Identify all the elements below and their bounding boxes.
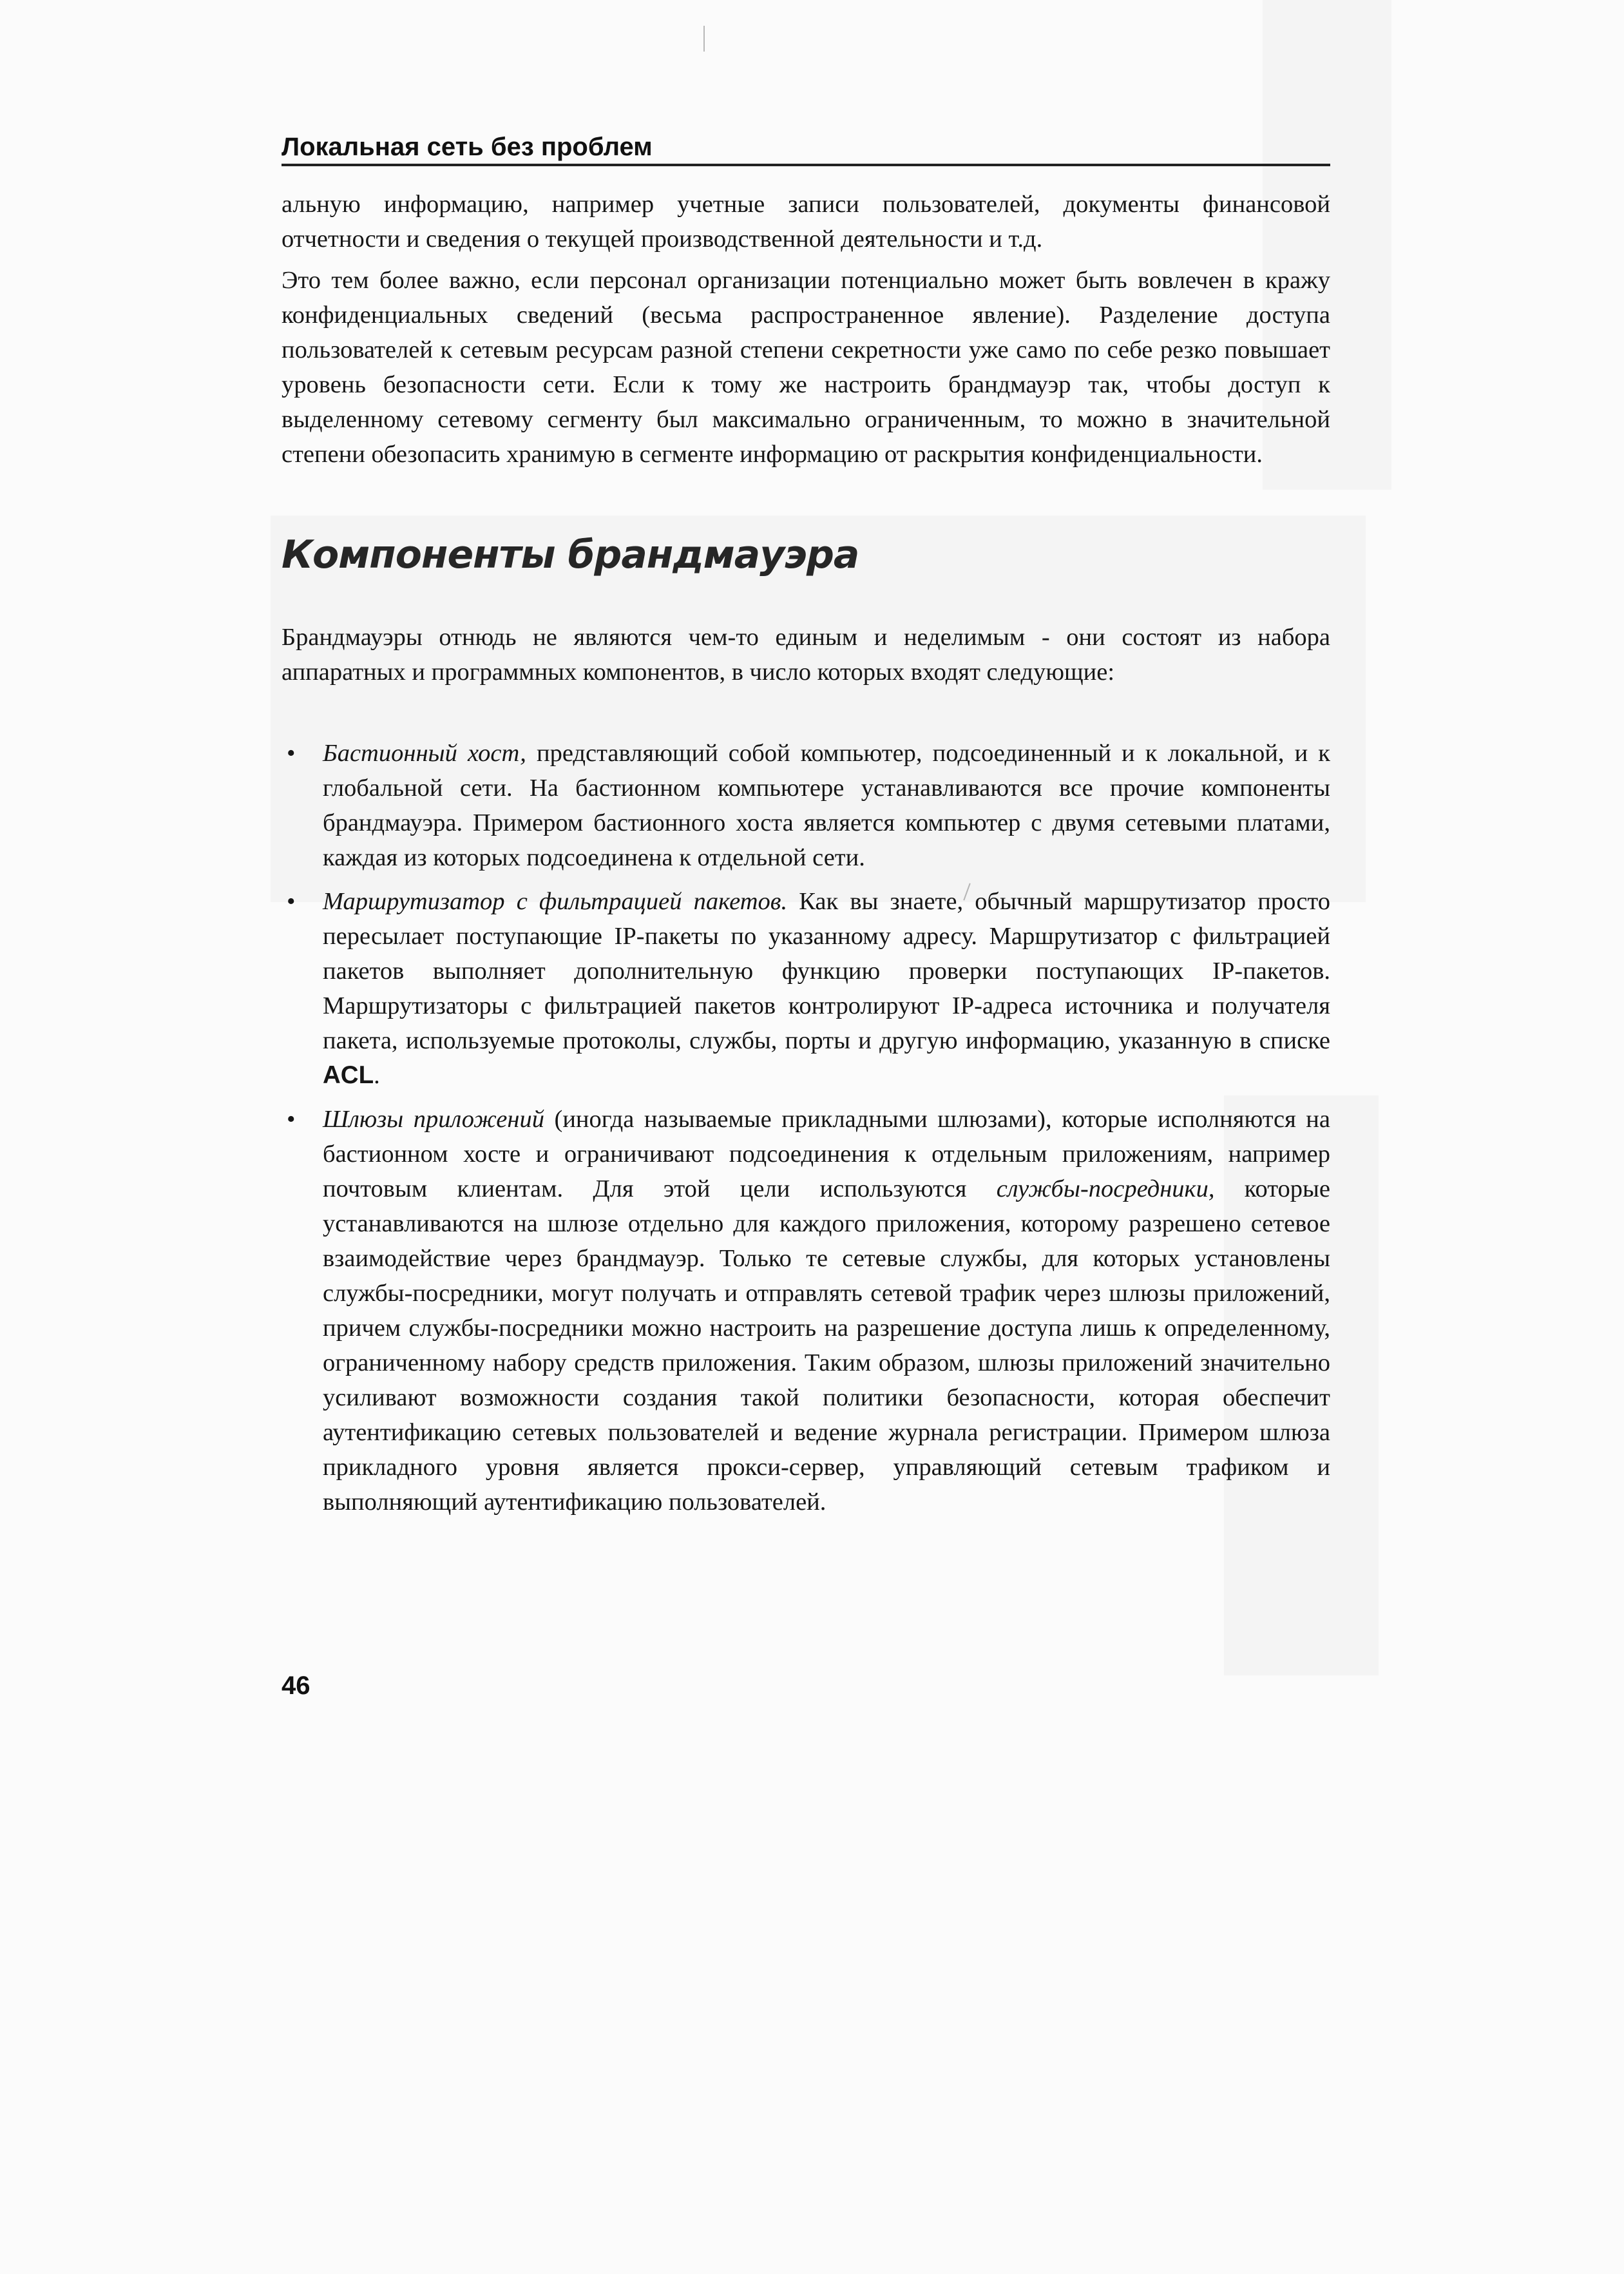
list-item-text-continued: которые устанавливаются на шлюзе отдельно для каждого приложения, которому разрешено сетевое взаимодействие через брандмауэр. Только те сетевые службы, для которых установлены службы-посредники, могут получать и отправлять сетевой трафик через шлюзы приложений, причем службы-посредники можно настроить на разрешение доступа лишь к определенному, ограниченному набору средств приложения. Таким образом, шлюзы приложений значительно усиливают возможности создания такой политики безопасности, которая обеспечит аутентификацию сетевых пользователей и ведение журнала регистрации. Примером шлюза прикладного уровня является прокси-сервер, управляющий сетевым трафиком и выполняющий аутентификацию пользователей. bbox=[323, 1175, 1331, 1516]
section-intro: Брандмауэры отнюдь не являются чем-то единым и неделимым - они состоят из набора аппаратных и программных компонентов, в число которых входят следующие: bbox=[282, 624, 1330, 686]
paragraph-2: Это тем более важно, если персонал организации потенциально может быть вовлечен в кражу конфиденциальных сведений (весьма распространенное явление). Разделение доступа пользователей к сетевым ресурсам разной степени секретности уже само по себе резко повышает уровень безопасности сети. Если к тому же настроить брандмауэр так, чтобы доступ к выделенному сетевому сегменту был максимально ограниченным, то можно в значительной степени обезопасить хранимую в сегменте информацию от раскрытия конфиденциальности. bbox=[282, 267, 1330, 468]
acl-label: ACL bbox=[323, 1061, 374, 1089]
list-item-text: Как вы знаете, обычный маршрутизатор просто пересылает поступающие IP-пакеты по указанному адресу. Маршрутизатор с фильтрацией пакетов выполняет дополнительную функцию проверки поступающих IP-пакетов. Маршрутизаторы с фильтрацией пакетов контролируют IP-адреса источника и получателя пакета, используемые протоколы, службы, порты и другую информацию, указанную в списке bbox=[323, 888, 1330, 1054]
list-item-text: представляющий собой компьютер, подсоединенный и к локальной, и к глобальной сети. На бастионном компьютере устанавливаются все прочие компоненты брандмауэра. Примером бастионного хоста является компьютер с двумя сетевыми платами, каждая из которых подсоединена к отдельной сети. bbox=[323, 740, 1331, 871]
header-rule bbox=[282, 164, 1330, 166]
list-item-term: Бастионный хост, bbox=[323, 740, 526, 767]
scan-mark bbox=[703, 26, 705, 52]
list-item-text: (иногда называемые прикладными шлюзами), которые исполняются на бастионном хосте и ограничивают подсоединения к отдельным приложениям, например почтовым клиентам. Для этой цели используются bbox=[323, 1106, 1330, 1202]
list-item-term: Маршрутизатор с фильтрацией пакетов. bbox=[323, 888, 788, 915]
list-item-packet-filter bbox=[282, 884, 1330, 1093]
bullet-icon: • bbox=[287, 888, 296, 915]
list-item-end: . bbox=[374, 1062, 380, 1089]
list-item-term: Шлюзы приложений bbox=[323, 1106, 544, 1133]
running-header: Локальная сеть без проблем bbox=[282, 133, 653, 161]
paragraph-1: альную информацию, например учетные записи пользователей, документы финансовой отчетности и сведения о текущей производственной деятельности и т.д. bbox=[282, 191, 1330, 253]
section-heading: Компоненты брандмауэра bbox=[282, 532, 859, 577]
bullet-icon: • bbox=[287, 740, 296, 767]
page-number: 46 bbox=[282, 1672, 310, 1700]
list-item-bastion-host bbox=[282, 736, 1330, 875]
list-item-application-gateways bbox=[282, 1102, 1330, 1519]
list-item-term-secondary: службы-посредники, bbox=[996, 1175, 1215, 1202]
component-list bbox=[282, 736, 1330, 1528]
bullet-icon: • bbox=[287, 1106, 296, 1133]
